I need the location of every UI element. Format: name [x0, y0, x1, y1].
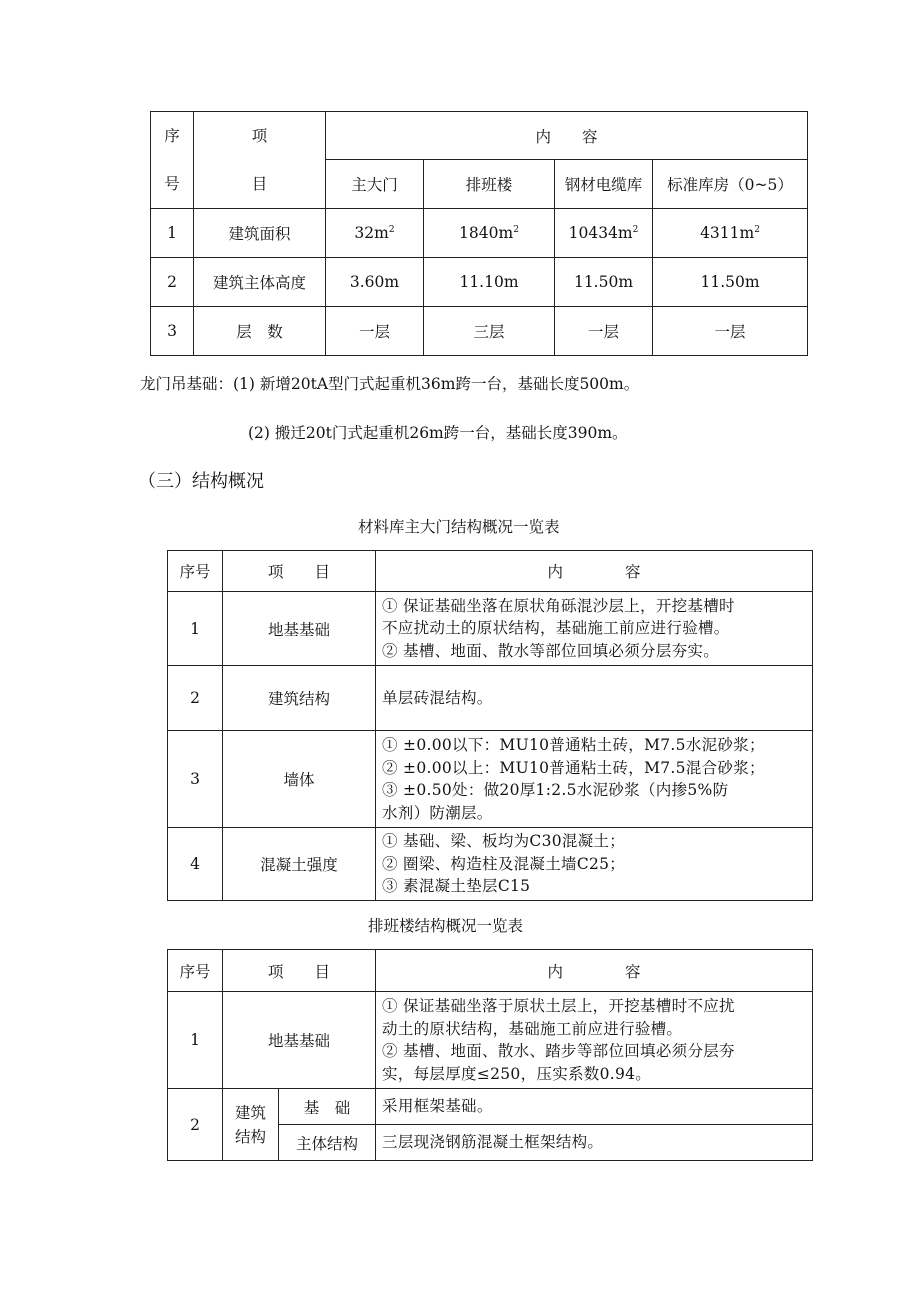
sub-item: 主体结构: [279, 1125, 376, 1161]
floors-cell: 一层: [653, 307, 808, 356]
table-row: [168, 666, 813, 731]
row-seq: 2: [168, 1089, 223, 1161]
height-cell: 11.50m: [555, 258, 653, 307]
floors-cell: 一层: [326, 307, 424, 356]
content-line: ① 保证基础坐落于原状土层上，开挖基槽时不应扰: [382, 997, 735, 1015]
row-item: 建筑主体高度: [194, 258, 326, 307]
content-line: ① ±0.00以下：MU10普通粘土砖，M7.5水泥砂浆；: [382, 736, 765, 754]
table-row: [168, 731, 813, 828]
seq-header: [151, 112, 194, 209]
height-cell: 11.50m: [653, 258, 808, 307]
row-item: 墙体: [223, 731, 376, 828]
row-item: 建筑面积: [194, 209, 326, 258]
row-item: 建筑结构: [223, 666, 376, 731]
main-gate-structure-table: [167, 550, 813, 901]
row-seq: 2: [151, 258, 194, 307]
item-header: 项 目: [223, 551, 376, 592]
content-line: ② 基槽、地面、散水、踏步等部位回填必须分层夯: [382, 1042, 735, 1060]
area-cell: $1840m^2$: [424, 209, 555, 258]
seq-header: 序号: [168, 950, 223, 992]
content-line: ① 保证基础坐落在原状角砾混沙层上，开挖基槽时: [382, 596, 735, 615]
row-content: [376, 828, 813, 901]
column-header: 钢材电缆库: [555, 160, 653, 209]
sub-content: 三层现浇钢筋混凝土框架结构。: [376, 1125, 813, 1161]
column-header: 排班楼: [424, 160, 555, 209]
gantry-line-2: (2) 搬迁20t门式起重机26m跨一台，基础长度390m。: [248, 424, 628, 442]
content-line: 实，每层厚度≤250，压实系数0.94。: [382, 1064, 652, 1083]
table2-caption: 材料库主大门结构概况一览表: [358, 518, 560, 536]
height-cell: 11.10m: [424, 258, 555, 307]
row-item: 混凝土强度: [223, 828, 376, 901]
table-row: [168, 828, 813, 901]
content-header: 内 容: [376, 950, 813, 992]
row-seq: 3: [168, 731, 223, 828]
content-line: ③ ±0.50处：做20厚1:2.5水泥砂浆（内掺5%防: [382, 781, 729, 799]
sub-item: 基 础: [279, 1089, 376, 1125]
content-line: 动土的原状结构，基础施工前应进行验槽。: [382, 1019, 683, 1038]
table-row: [151, 209, 808, 258]
column-header: 标准库房（0~5）: [653, 160, 808, 209]
content-header: 内 容: [376, 551, 813, 592]
item-header-bottom: 目: [251, 175, 268, 193]
sub-content: 采用框架基础。: [376, 1089, 813, 1125]
seq-header: 序号: [168, 551, 223, 592]
content-line: ① 基础、梁、板均为C30混凝土；: [382, 832, 626, 851]
gantry-line-1: 龙门吊基础：(1) 新增20tA型门式起重机36m跨一台，基础长度500m。: [140, 375, 640, 393]
height-cell: 3.60m: [326, 258, 424, 307]
row-seq: 1: [168, 592, 223, 666]
row-content: [376, 992, 813, 1089]
row-content: [376, 666, 813, 731]
row-item: 地基基础: [223, 592, 376, 666]
area-cell: $10434m^2$: [555, 209, 653, 258]
row-item-top: 建筑: [234, 1103, 266, 1122]
row-item: 层 数: [194, 307, 326, 356]
table-row: [151, 307, 808, 356]
area-cell: $4311m^2$: [653, 209, 808, 258]
row-seq: 1: [168, 992, 223, 1089]
row-item: 地基基础: [223, 992, 376, 1089]
item-header: 项 目: [223, 950, 376, 992]
row-seq: 4: [168, 828, 223, 901]
item-header: [194, 112, 326, 209]
content-line: ② 基槽、地面、散水等部位回填必须分层夯实。: [382, 641, 720, 660]
row-item: [223, 1089, 279, 1161]
row-seq: 1: [151, 209, 194, 258]
table-row: [168, 592, 813, 666]
content-line: ② ±0.00以上：MU10普通粘土砖，M7.5混合砂浆；: [382, 758, 765, 777]
table-row: [168, 992, 813, 1089]
seq-header-bottom: 号: [164, 175, 180, 193]
content-line: 不应扰动土的原状结构，基础施工前应进行验槽。: [382, 619, 730, 638]
content-line: 单层砖混结构。: [382, 688, 493, 707]
row-item-bottom: 结构: [234, 1127, 266, 1146]
row-seq: 2: [168, 666, 223, 731]
floors-cell: 一层: [555, 307, 653, 356]
building-summary-table: [150, 111, 808, 356]
table-row: [151, 258, 808, 307]
floors-cell: 三层: [424, 307, 555, 356]
row-content: [376, 592, 813, 666]
content-line: ② 圈梁、构造柱及混凝土墙C25；: [382, 854, 626, 873]
table3-caption: 排班楼结构概况一览表: [368, 917, 524, 935]
row-content: [376, 731, 813, 828]
item-header-top: 项: [251, 127, 268, 145]
column-header: 主大门: [326, 160, 424, 209]
row-seq: 3: [151, 307, 194, 356]
seq-header-top: 序: [164, 127, 180, 145]
section-title: （三）结构概况: [138, 471, 264, 492]
content-line: 水剂）防潮层。: [382, 803, 493, 822]
area-cell: $32m^2$: [326, 209, 424, 258]
shift-building-structure-table: [167, 949, 813, 1161]
content-line: ③ 素混凝土垫层C15: [382, 877, 531, 896]
table-row: [168, 1089, 813, 1125]
content-header: 内 容: [326, 112, 808, 160]
